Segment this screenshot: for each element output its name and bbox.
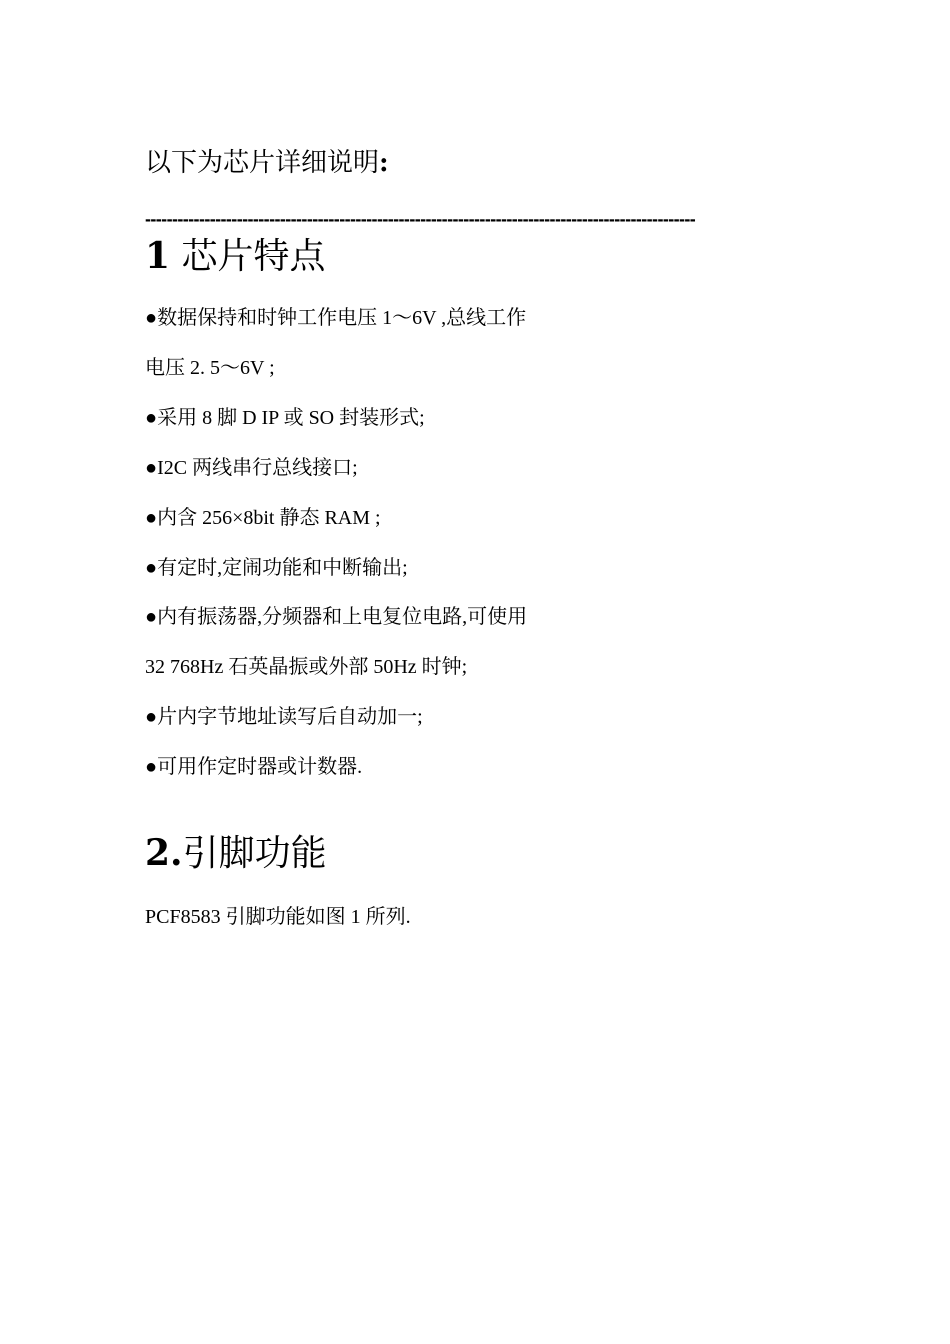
feature-line: 32 768Hz 石英晶振或外部 50Hz 时钟;	[145, 656, 468, 678]
section2-title: 引脚功能	[182, 833, 327, 874]
section1-title: 芯片特点	[181, 236, 326, 277]
feature-line: ●可用作定时器或计数器.	[145, 756, 363, 778]
feature-line: ●内含 256×8bit 静态 RAM ;	[145, 507, 381, 529]
feature-line: ●数据保持和时钟工作电压 1～6V ,总线工作	[145, 307, 527, 329]
divider-line: ------------------------------------------------------------------------------------------------------	[145, 210, 696, 228]
feature-line: 电压 2. 5～6V ;	[145, 357, 275, 379]
feature-line: ●采用 8 脚 D IP 或 SO 封装形式;	[145, 407, 425, 429]
intro-colon: :	[379, 148, 389, 178]
section2-heading	[145, 832, 327, 874]
intro-line	[145, 150, 389, 176]
feature-line: ●内有振荡器,分频器和上电复位电路,可使用	[145, 606, 528, 628]
feature-line: ●片内字节地址读写后自动加一;	[145, 706, 423, 728]
section2-number: 2.	[145, 832, 183, 874]
feature-line: ●有定时,定闹功能和中断输出;	[145, 557, 408, 579]
intro-text: 以下为芯片详细说明	[145, 148, 380, 178]
section1-heading	[145, 235, 326, 277]
section2-body: PCF8583 引脚功能如图 1 所列.	[145, 906, 411, 928]
feature-line: ●I2C 两线串行总线接口;	[145, 457, 358, 479]
section1-number: 1	[145, 235, 171, 277]
